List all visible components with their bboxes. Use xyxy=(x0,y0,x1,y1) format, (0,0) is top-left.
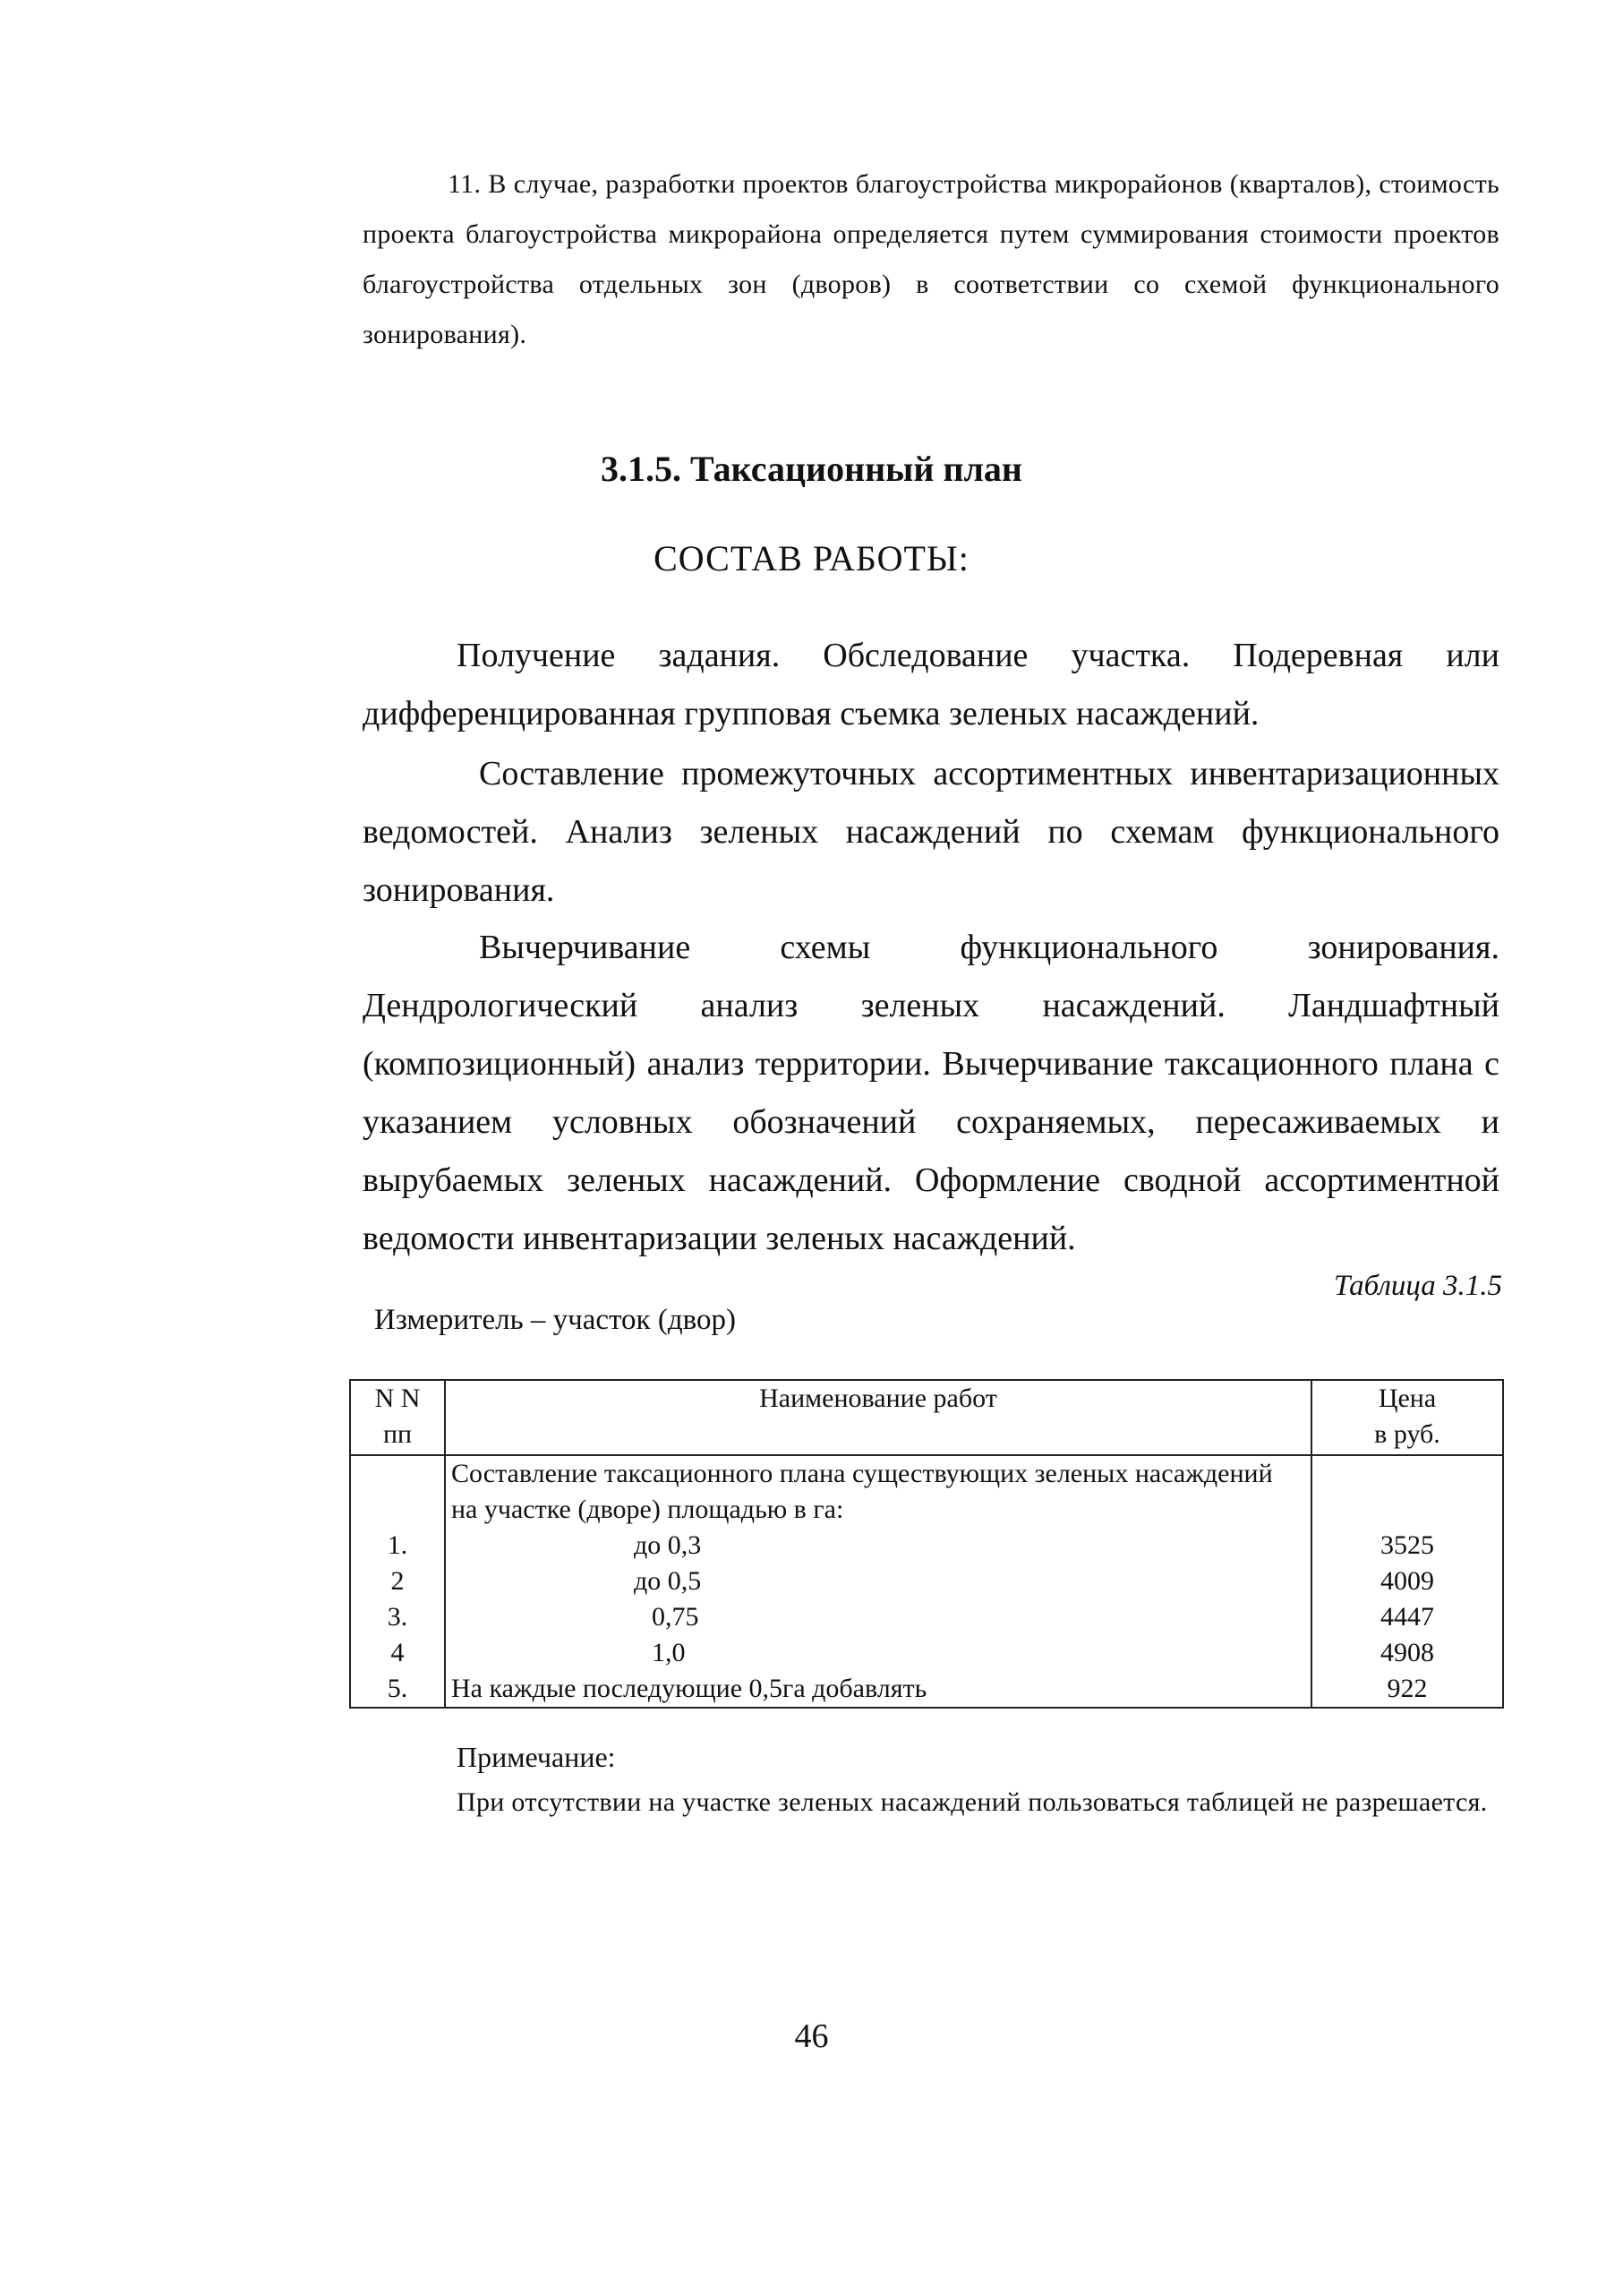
row-number: 1. xyxy=(350,1528,445,1564)
header-number-line2: пп xyxy=(382,1419,413,1449)
row-price: 922 xyxy=(1311,1671,1503,1708)
work-composition-title: СОСТАВ РАБОТЫ: xyxy=(653,538,970,578)
table-intro-text: Составление таксационного плана существующих зеленых насаждений на участке (дворе) площадью в га: xyxy=(445,1455,1311,1528)
row-price: 4447 xyxy=(1311,1599,1503,1635)
table-row xyxy=(350,1635,1503,1671)
row-price: 4908 xyxy=(1311,1635,1503,1671)
price-table xyxy=(349,1379,1504,1709)
table-row xyxy=(350,1564,1503,1599)
work-paragraph: Вычерчивание схемы функционального зонирования. Дендрологический анализ зеленых насаждений. Ландшафтный (композиционный) анализ территории. Вычерчивание таксационного плана с указанием условных обозначений сохраняемых, пересаживаемых и вырубаемых зеленых насаждений. Оформление сводной ассортиментной ведомости инвентаризации зеленых насаждений. xyxy=(363,929,1499,1257)
section-title: 3.1.5. Таксационный план xyxy=(601,449,1022,489)
row-name: На каждые последующие 0,5га добавлять xyxy=(445,1671,1311,1708)
work-paragraph: Получение задания. Обследование участка. Подеревная или дифференцированная групповая съемка зеленых насаждений. xyxy=(363,637,1499,732)
row-name: до 0,5 xyxy=(445,1564,1311,1599)
page-number: 46 xyxy=(794,2018,829,2055)
row-price: 3525 xyxy=(1311,1528,1503,1564)
table-header-row xyxy=(350,1380,1503,1455)
row-name: до 0,3 xyxy=(445,1528,1311,1564)
row-name: 0,75 xyxy=(445,1599,1311,1635)
header-price-line1: Цена xyxy=(1378,1384,1437,1413)
row-price: 4009 xyxy=(1311,1564,1503,1599)
header-price-line2: в руб. xyxy=(1374,1419,1440,1449)
note-text: При отсутствии на участке зеленых насаждений пользоваться таблицей не разрешается. xyxy=(457,1787,1488,1817)
table-row xyxy=(350,1528,1503,1564)
table-row xyxy=(350,1599,1503,1635)
row-number: 2 xyxy=(350,1564,445,1599)
row-number: 5. xyxy=(350,1671,445,1708)
header-price xyxy=(1311,1380,1503,1455)
table-label: Таблица 3.1.5 xyxy=(1334,1270,1502,1302)
header-number-line1: N N xyxy=(374,1384,421,1413)
note-title: Примечание: xyxy=(457,1741,616,1773)
measure-unit: Измеритель – участок (двор) xyxy=(374,1304,736,1336)
table-intro-row xyxy=(350,1455,1503,1528)
header-name: Наименование работ xyxy=(445,1380,1311,1455)
paragraph-11: 11. В случае, разработки проектов благоустройства микрорайонов (кварталов), стоимость проекта благоустройства микрорайона определяется путем суммирования стоимости проектов благоустройства отдельных зон (дворов) в соответствии со схемой функционального зонирования). xyxy=(363,169,1499,349)
row-number: 4 xyxy=(350,1635,445,1671)
work-paragraph: Составление промежуточных ассортиментных инвентаризационных ведомостей. Анализ зеленых насаждений по схемам функционального зонирования. xyxy=(363,755,1499,909)
row-number: 3. xyxy=(350,1599,445,1635)
header-number xyxy=(350,1380,445,1455)
table-row xyxy=(350,1671,1503,1708)
row-name: 1,0 xyxy=(445,1635,1311,1671)
